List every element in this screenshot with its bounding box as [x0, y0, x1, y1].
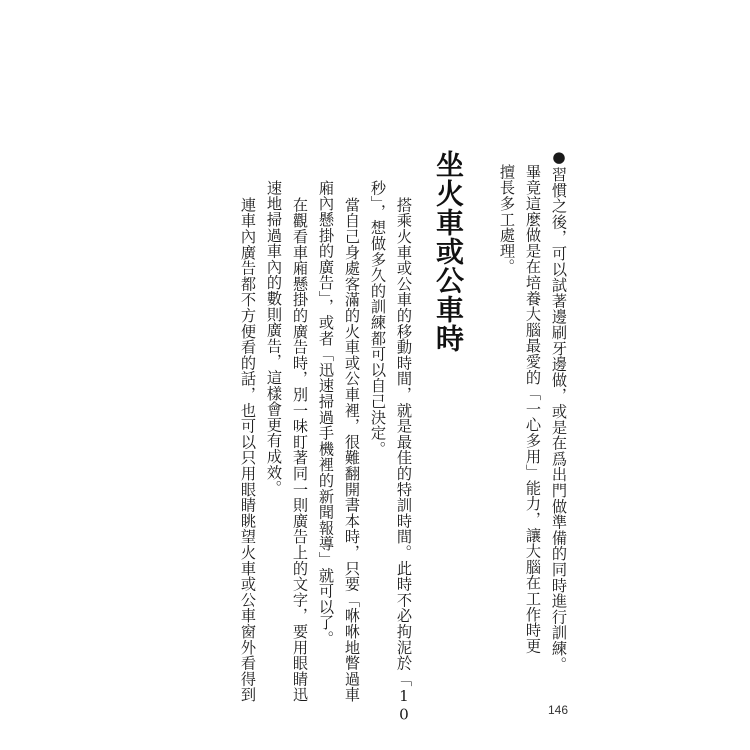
bullet-paragraph-line-2: 畢竟這麼做是在培養大腦最愛的「一心多用」能力，讓大腦在工作時更 — [524, 164, 542, 654]
section-heading: 坐火車或公車時 — [432, 150, 465, 353]
body-column-3: 當自己身處客滿的火車或公車裡，很難翻開書本時，只要「咻咻地瞥過車 — [343, 197, 361, 703]
body-column-6: 速地掃過車內的數則廣告，這樣會更有成效。 — [265, 180, 283, 496]
bullet-paragraph-line-1: ●習慣之後，可以試著邊刷牙邊做，或是在爲出門做準備的同時進行訓練。 — [550, 148, 568, 673]
body-column-2: 秒」，想做多久的訓練都可以自己決定。 — [369, 180, 387, 457]
body-column-1: 搭乘火車或公車的移動時間，就是最佳的特訓時間。此時不必拘泥於「10 — [395, 197, 413, 724]
page-number: 146 — [548, 703, 569, 717]
body-column-4: 廂內懸掛的廣告」，或者「迅速掃過手機裡的新聞報導」就可以了。 — [317, 180, 335, 647]
body-column-5: 在觀看車廂懸掛的廣告時，別一味盯著同一則廣告上的文字，要用眼睛迅 — [291, 197, 309, 703]
bullet-paragraph-line-3: 擅長多工處理。 — [498, 164, 516, 275]
body-column-7: 連車內廣告都不方便看的話，也可以只用眼睛眺望火車或公車窗外看得到 — [239, 197, 257, 703]
